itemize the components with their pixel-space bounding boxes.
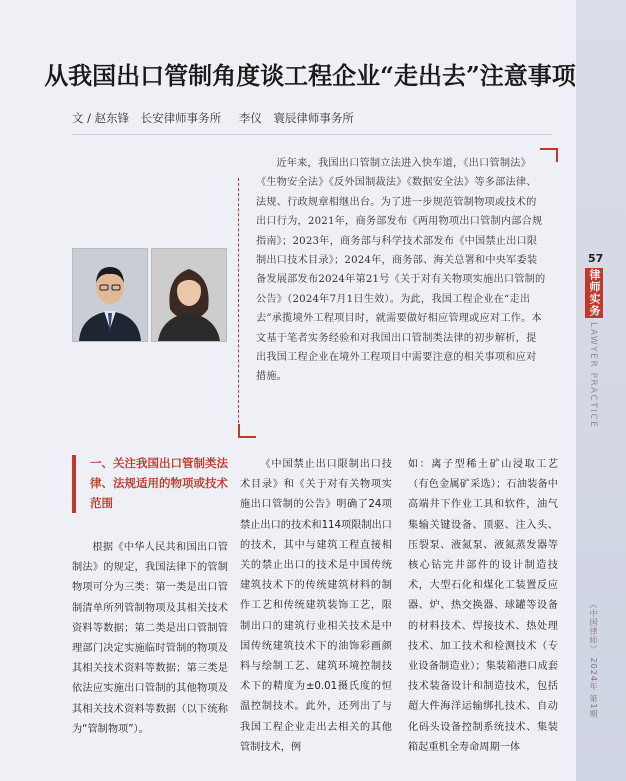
author-1: 文 / 赵东锋 长安律师事务所: [72, 111, 222, 125]
body-column-2: 《中国禁止出口限制出口技术目录》和《关于对有关物项实施出口管制的公告》明确了24项禁止出口的技术和114项限制出口的技术，其中与建筑工程直接相关的禁止出口的技术是中国传统建筑技术下的传统建筑材料的制作工艺和传统建筑装饰工艺，限制出口的建筑行业相关技术是中国传统建筑技术下的油饰彩画颜料与绘制工艺、建筑环境控制技术下的精度为±0.01摄氏度的恒温控制技术。此外，还列出了与我国工程企业走出去相关的其他管制技术，例: [240, 459, 392, 753]
female-portrait-icon: [152, 249, 226, 341]
section-heading: 一、关注我国出口管制类法律、法规适用的物项或技术范围: [90, 456, 228, 510]
issue-label: 《中国律师》 2024年 第1期: [589, 600, 598, 719]
abstract-dashed-border: [238, 178, 239, 423]
article-abstract: 近年来，我国出口管制立法进入快车道，《出口管制法》《生物安全法》《反外国制裁法》《数据安全法》等多部法律、法规、行政规章相继出台。为了进一步规范管制物项或技术的出口行为，2021年，商务部发布《两用物项出口管制内部合规指南》；2023年，商务部与科学技术部发布《中国禁止出口限制出口技术目录》；2024年，商务部、海关总署和中央军委装备发展部发布2024年第21号《关于对有关物项实施出口管制的公告》（2024年7月1日生效）。为此，我国工程企业在“走出去”承揽境外工程项目时，就需要做好相应管理或应对工作。本文基于笔者实务经验和对我国出口管制类法律的初步解析，提出我国工程企业在境外工程项目中需要注意的相关事项和应对措施。: [256, 158, 546, 383]
author-photo-2: [151, 248, 227, 342]
article-title: 从我国出口管制角度谈工程企业“走出去”注意事项: [44, 61, 576, 90]
body-column-3: 如：离子型稀土矿山浸取工艺（有色金属矿采选）；石油装备中高端井下作业工具和软件，油气集输关键设备、顶驱、注入头、压裂泵、液氮泵、液氮蒸发器等核心钻完井部件的设计制造技术，大型石化和煤化工装置反应器、炉、热交换器、球罐等设备的材料技术、焊接技术、热处理技术、加工技术和检测技术（专业设备制造业）；集装箱港口成套技术装备设计和制造技术，包括超大件海洋运输绑扎技术、自动化码头设备控制系统技术、集装箱起重机全寿命周期一体: [408, 459, 558, 753]
abstract-corner-bottom-left: [238, 424, 256, 438]
author-photo-1: [72, 248, 148, 342]
body-column-1: 根据《中华人民共和国出口管制法》的规定，我国法律下的管制物项可分为三类：第一类是出口管制清单所列管制物项及其相关技术资料等数据；第二类是出口管制管理部门决定实施临时管制的物项及其相关技术资料等数据；第三类是依法应实施出口管制的其他物项及其相关技术资料等数据（以下统称为“管制物项”）。: [72, 542, 228, 735]
page-number: 57: [588, 252, 604, 265]
male-portrait-icon: [73, 249, 147, 341]
author-2: 李仪 寰辰律师事务所: [238, 111, 354, 125]
column-tag: 律师实务: [585, 268, 603, 318]
column-english-label: LAWYER PRACTICE: [588, 322, 598, 429]
section-accent-bar: [72, 455, 76, 513]
right-margin-strip: [576, 0, 626, 781]
byline: [72, 110, 368, 126]
byline-divider: [72, 134, 552, 135]
